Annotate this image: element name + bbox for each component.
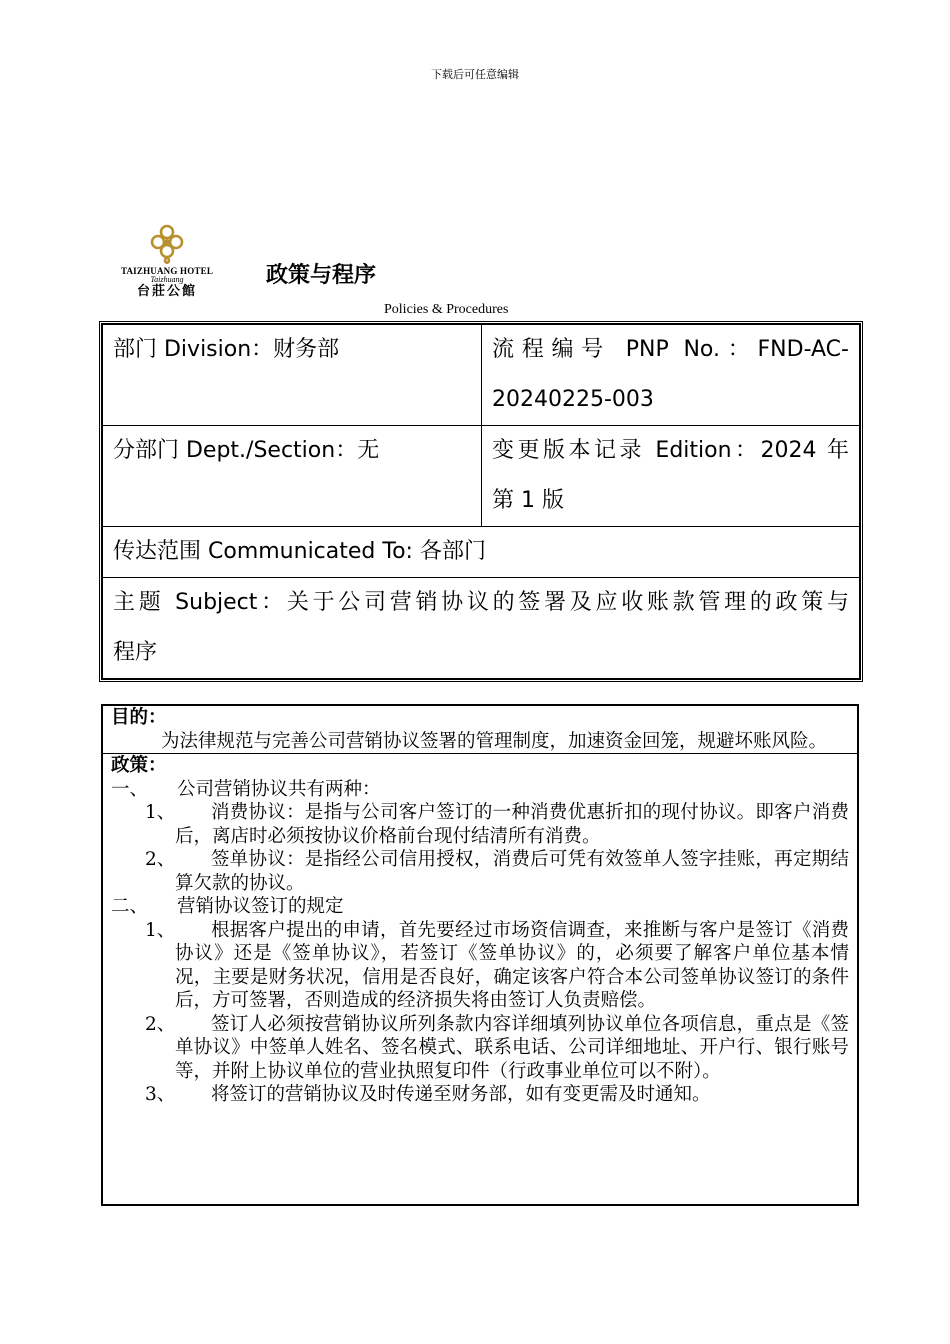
policy-subitem [111,1083,849,1107]
edition-value-1: 2024 年 [760,438,849,463]
communicated-cell [102,527,860,578]
logo-name-cn: 台莊公館 [136,284,197,299]
division-value: 财务部 [273,337,340,362]
policy-subitem [111,1013,849,1084]
document-subtitle: Policies & Procedures [384,302,509,317]
subject-value-2: 程序 [113,640,158,665]
edition-cell [482,426,861,527]
policy-section [103,753,857,1107]
info-row-division [102,324,860,426]
subitem-text: 签订人必须按营销协议所列条款内容详细填列协议单位各项信息，重点是《签单协议》中签单人姓名、签名模式、联系电话、公司详细地址、开户行、银行账号等，并附上协议单位的营业执照复印件（行政事业单位可以不附）。 [175,1013,849,1082]
document-title: 政策与程序 [266,262,377,288]
info-table [101,323,861,680]
section-label: 分部门 Dept./Section： [113,438,358,463]
info-row-communicated [102,527,860,578]
policy-item-2 [111,895,849,919]
communicated-label: 传达范围 Communicated To: [113,539,413,564]
subitem-number: 1、 [145,919,176,941]
info-row-subject [102,578,860,680]
policy-heading: 政策： [111,755,167,776]
policy-item-title: 公司营销协议共有两种： [177,778,381,800]
subitem-text: 消费协议：是指与公司客户签订的一种消费优惠折扣的现付协议。即客户消费后，离店时必须按协议价格前台现付结清所有消费。 [175,802,849,847]
subitem-number: 2、 [145,1013,176,1035]
subitem-text: 将签订的营销协议及时传递至财务部，如有变更需及时通知。 [211,1084,711,1105]
subject-label: 主题 Subject： [113,590,287,615]
hotel-logo [112,224,222,310]
subitem-text: 根据客户提出的申请，首先要经过市场资信调查，来推断与客户是签订《消费协议》还是《签单协议》，若签订《签单协议》的，必须要了解客户单位基本情况，主要是财务状况，信用是否良好，确定该客户符合本公司签单协议签订的条件后，方可签署，否则造成的经济损失将由签订人负责赔偿。 [175,919,849,1011]
subject-value-1: 关于公司营销协议的签署及应收账款管理的政策与 [286,590,849,615]
edition-label: 变更版本记录 Edition： [492,438,761,463]
division-label: 部门 Division： [113,337,274,362]
logo-script: Taizhuang [150,275,184,284]
edition-value-2: 第 1 版 [492,488,564,513]
policy-box [101,704,859,1206]
pnp-value-2: 20240225-003 [492,387,654,412]
policy-subitem [111,919,849,1013]
policy-item-title: 营销协议签订的规定 [177,896,344,917]
header-note: 下载后可任意编辑 [431,68,519,81]
policy-item-number: 一、 [111,778,149,800]
pnp-value-1: FND-AC- [757,337,849,362]
pnp-cell [482,324,861,426]
subitem-number: 3、 [145,1084,176,1105]
subitem-number: 1、 [145,802,176,823]
policy-item-1 [111,778,849,802]
logo-name-en: TAIZHUANG HOTEL [120,266,214,276]
section-value: 无 [357,438,380,463]
info-row-section [102,426,860,527]
subitem-number: 2、 [145,849,176,870]
purpose-text: 为法律规范与完善公司营销协议签署的管理制度，加速资金回笼，规避坏账风险。 [161,730,828,752]
purpose-section [103,706,857,753]
subject-cell [102,578,860,680]
flower-emblem-icon [149,224,185,264]
section-cell [102,426,482,527]
communicated-value: 各部门 [419,539,486,564]
policy-subitem [111,801,849,848]
division-cell [102,324,482,426]
pnp-label: 流程编号 PNP No.： [492,337,758,362]
policy-subitem [111,848,849,895]
policy-item-number: 二、 [111,896,149,917]
subitem-text: 签单协议：是指经公司信用授权，消费后可凭有效签单人签字挂账，再定期结算欠款的协议。 [175,849,849,894]
purpose-heading: 目的： [111,707,167,728]
